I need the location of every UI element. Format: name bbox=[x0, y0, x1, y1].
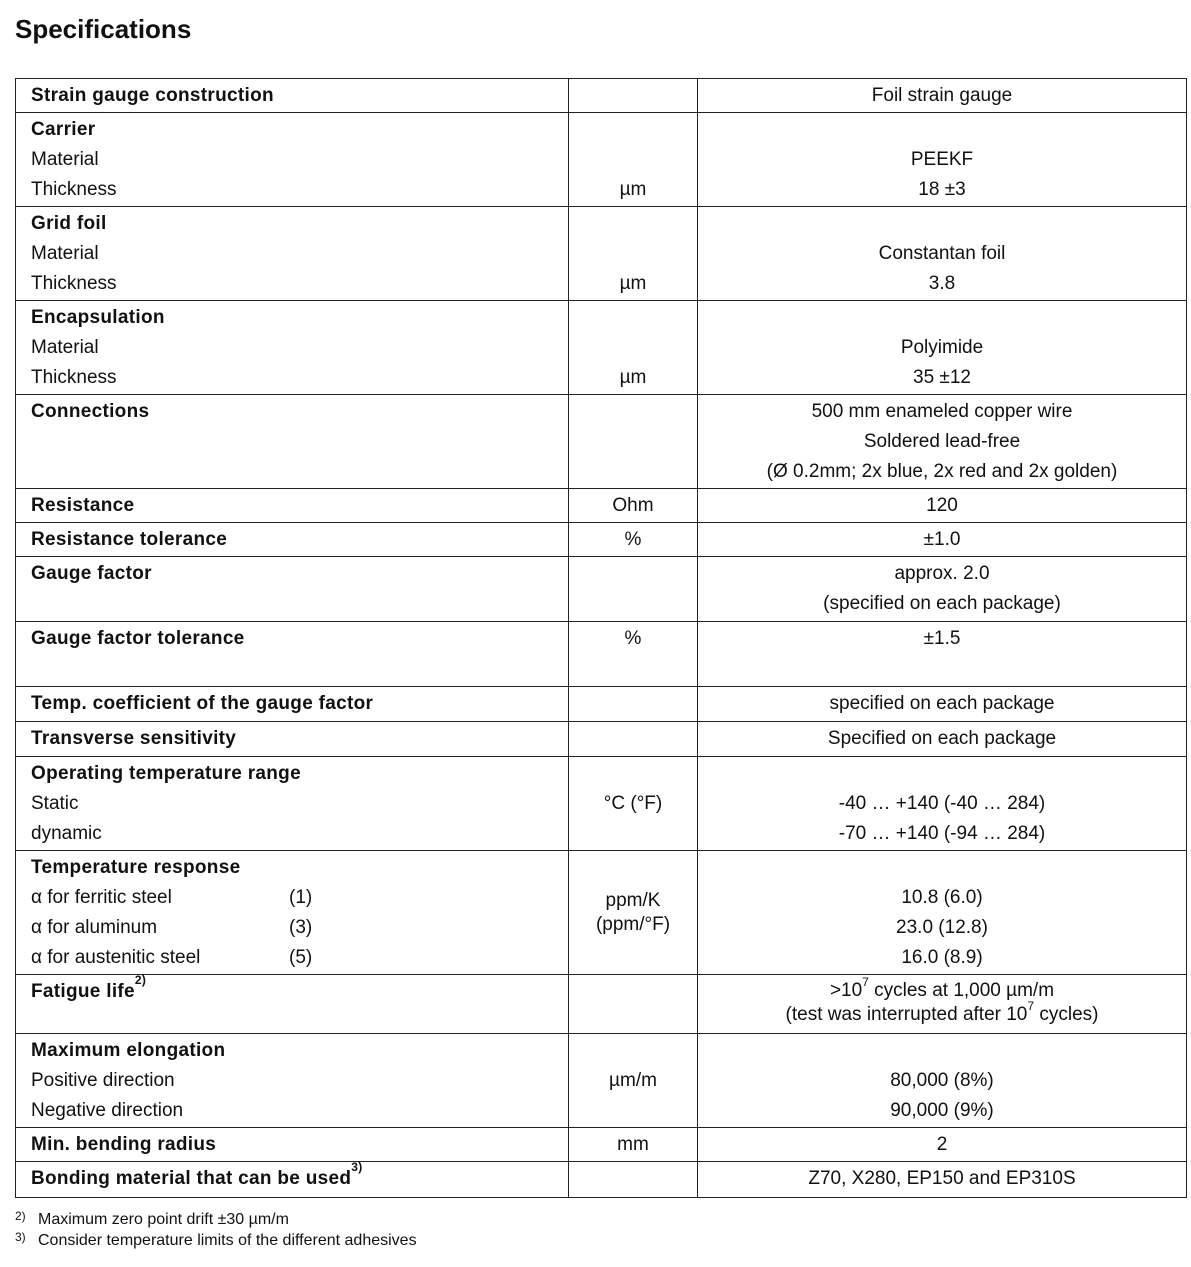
table-row bbox=[16, 1128, 1187, 1162]
sub-label: Static bbox=[31, 793, 79, 814]
footnote-text: Maximum zero point drift ±30 µm/m bbox=[38, 1211, 289, 1228]
row-label: Operating temperature range bbox=[31, 763, 301, 784]
row-label: Carrier bbox=[31, 119, 96, 140]
row-value: ±1.5 bbox=[923, 628, 961, 649]
row-value: -40 … +140 (-40 … 284) bbox=[838, 793, 1046, 814]
row-label: Fatigue life bbox=[31, 981, 135, 1002]
row-value: (test was interrupted after $10^7$ cycles) bbox=[785, 999, 1099, 1025]
table-row bbox=[16, 851, 1187, 975]
row-label-wrap bbox=[31, 1160, 568, 1194]
row-value: 3.8 bbox=[928, 273, 956, 294]
footnote bbox=[15, 1230, 417, 1251]
row-value: specified on each package bbox=[829, 693, 1055, 714]
row-unit: Ohm bbox=[612, 495, 654, 516]
table-row bbox=[16, 301, 1187, 395]
row-unit: ppm/K bbox=[605, 890, 661, 911]
row-label: Strain gauge construction bbox=[31, 85, 274, 106]
footnote-mark: 2) bbox=[15, 1209, 26, 1223]
row-value: (specified on each package) bbox=[823, 593, 1061, 614]
sub-label: dynamic bbox=[31, 823, 102, 844]
row-value: -70 … +140 (-94 … 284) bbox=[838, 823, 1046, 844]
row-label: Resistance tolerance bbox=[31, 529, 228, 550]
row-label: Temp. coefficient of the gauge factor bbox=[31, 693, 374, 714]
row-label: Gauge factor tolerance bbox=[31, 628, 245, 649]
row-label: Transverse sensitivity bbox=[31, 728, 237, 749]
sub-label: Material bbox=[31, 149, 99, 170]
row-value: 90,000 (9%) bbox=[890, 1100, 994, 1121]
sub-label: α for ferritic steel bbox=[31, 887, 172, 908]
row-label-wrap bbox=[31, 973, 568, 1007]
row-label: Connections bbox=[31, 401, 150, 422]
row-unit: µm bbox=[619, 179, 647, 200]
table-row bbox=[16, 207, 1187, 301]
row-label: Resistance bbox=[31, 495, 135, 516]
table-row bbox=[16, 687, 1187, 722]
sub-code: (1) bbox=[289, 887, 313, 908]
sub-label: Thickness bbox=[31, 273, 117, 294]
row-value: 35 ±12 bbox=[913, 367, 971, 388]
sub-label: Negative direction bbox=[31, 1100, 184, 1121]
specifications-table bbox=[15, 78, 1187, 1198]
row-unit: µm bbox=[619, 367, 647, 388]
sub-row bbox=[31, 943, 568, 973]
footnotes bbox=[15, 1209, 417, 1251]
row-value: $>10^7$ cycles at 1,000 µm/m bbox=[829, 975, 1055, 1001]
row-value: Polyimide bbox=[900, 337, 984, 358]
row-value: 500 mm enameled copper wire bbox=[811, 401, 1073, 422]
row-value: 16.0 (8.9) bbox=[901, 947, 983, 968]
table-row bbox=[16, 1034, 1187, 1128]
row-value: PEEKF bbox=[910, 149, 974, 170]
row-unit: µm/m bbox=[609, 1070, 657, 1091]
table-row bbox=[16, 113, 1187, 207]
sub-label: α for aluminum bbox=[31, 917, 158, 938]
row-value: (Ø 0.2mm; 2x blue, 2x red and 2x golden) bbox=[766, 461, 1118, 482]
row-value: approx. 2.0 bbox=[894, 563, 990, 584]
sub-label: α for austenitic steel bbox=[31, 947, 201, 968]
page-title: Specifications bbox=[15, 14, 192, 44]
row-value: Soldered lead-free bbox=[863, 431, 1021, 452]
table-row bbox=[16, 79, 1187, 113]
table-row bbox=[16, 975, 1187, 1034]
table-row bbox=[16, 523, 1187, 557]
row-label: Temperature response bbox=[31, 857, 241, 878]
row-label: Maximum elongation bbox=[31, 1040, 226, 1061]
sub-code: (5) bbox=[289, 947, 313, 968]
table-row bbox=[16, 1162, 1187, 1198]
row-label: Min. bending radius bbox=[31, 1134, 217, 1155]
table-row bbox=[16, 489, 1187, 523]
row-unit: % bbox=[624, 529, 642, 550]
table-row bbox=[16, 622, 1187, 687]
row-unit: (ppm/°F) bbox=[595, 914, 671, 935]
footnote-mark: 3) bbox=[15, 1230, 26, 1244]
row-value: Constantan foil bbox=[878, 243, 1006, 264]
row-label: Encapsulation bbox=[31, 307, 165, 328]
sub-row bbox=[31, 913, 568, 943]
sub-label: Material bbox=[31, 337, 99, 358]
footnote bbox=[15, 1209, 417, 1230]
row-label: Gauge factor bbox=[31, 563, 152, 584]
row-value: Z70, X280, EP150 and EP310S bbox=[808, 1168, 1076, 1189]
row-value: 80,000 (8%) bbox=[890, 1070, 994, 1091]
row-unit: % bbox=[624, 628, 642, 649]
footnote-ref: 3) bbox=[351, 1160, 363, 1174]
row-value: ±1.0 bbox=[923, 529, 961, 550]
row-value: 10.8 (6.0) bbox=[901, 887, 983, 908]
sub-label: Thickness bbox=[31, 179, 117, 200]
sub-label: Material bbox=[31, 243, 99, 264]
table-row bbox=[16, 395, 1187, 489]
sub-code: (3) bbox=[289, 917, 313, 938]
row-value: Specified on each package bbox=[827, 728, 1057, 749]
row-value: 18 ±3 bbox=[918, 179, 966, 200]
row-unit: µm bbox=[619, 273, 647, 294]
row-value: Foil strain gauge bbox=[871, 85, 1013, 106]
table-row bbox=[16, 557, 1187, 622]
row-value: 23.0 (12.8) bbox=[896, 917, 988, 938]
footnote-ref: 2) bbox=[134, 973, 147, 987]
row-label: Grid foil bbox=[31, 213, 107, 234]
row-unit: °C (°F) bbox=[603, 793, 663, 814]
table-row bbox=[16, 722, 1187, 757]
sub-row bbox=[31, 883, 568, 913]
sub-label: Positive direction bbox=[31, 1070, 175, 1091]
sub-label: Thickness bbox=[31, 367, 117, 388]
row-value: 120 bbox=[926, 495, 958, 516]
row-unit: mm bbox=[617, 1134, 649, 1155]
table-row bbox=[16, 757, 1187, 851]
row-value: 2 bbox=[936, 1134, 948, 1155]
row-unit bbox=[569, 81, 697, 111]
footnote-text: Consider temperature limits of the different adhesives bbox=[38, 1232, 417, 1249]
row-label: Bonding material that can be used bbox=[31, 1168, 352, 1189]
